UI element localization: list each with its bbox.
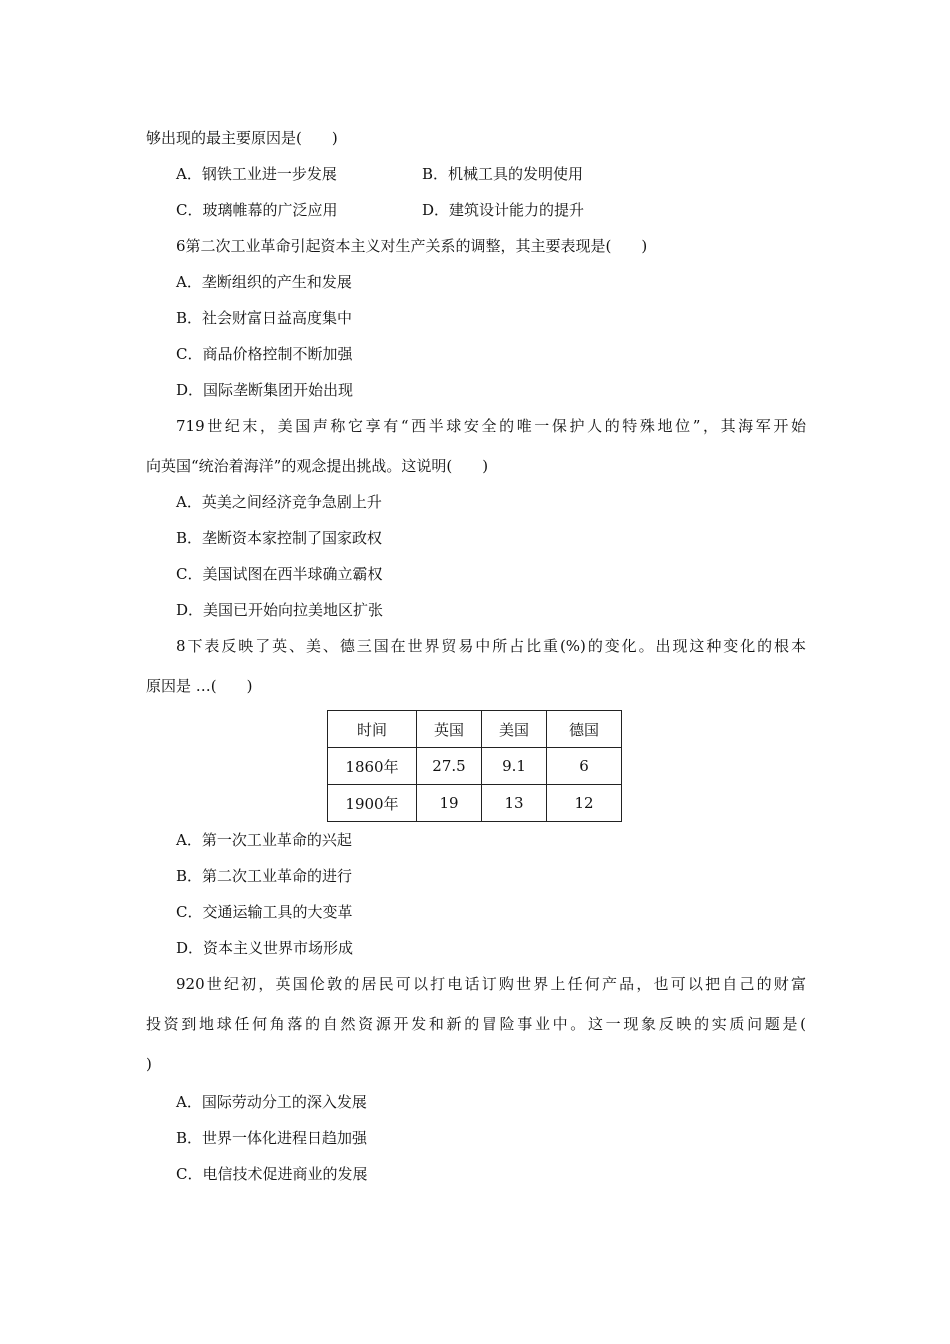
table-cell: 1900年 [328, 785, 417, 822]
q6-stem: 6第二次工业革命引起资本主义对生产关系的调整，其主要表现是( ) [176, 237, 648, 255]
q7-option-b: B．垄断资本家控制了国家政权 [176, 529, 383, 547]
table-cell: 9.1 [482, 748, 547, 785]
table-header-cell: 德国 [547, 711, 622, 748]
table-cell: 1860年 [328, 748, 417, 785]
q9-option-b: B．世界一体化进程日趋加强 [176, 1129, 368, 1147]
table-row [328, 785, 622, 822]
q8-option-a: A．第一次工业革命的兴起 [176, 831, 352, 849]
table-header-row [328, 711, 622, 748]
q5-option-c: C．玻璃帷幕的广泛应用 [176, 201, 338, 219]
q7-stem-line1: 719世纪末，美国声称它享有“西半球安全的唯一保护人的特殊地位”，其海军开始 [176, 417, 806, 435]
q5-option-d: D．建筑设计能力的提升 [422, 201, 585, 219]
table-cell: 19 [417, 785, 482, 822]
q9-option-c: C．电信技术促进商业的发展 [176, 1165, 368, 1183]
q9-stem-line2: 投资到地球任何角落的自然资源开发和新的冒险事业中。这一现象反映的实质问题是( [146, 1015, 806, 1033]
table-cell: 13 [482, 785, 547, 822]
q9-stem-line3: ) [146, 1055, 152, 1073]
q5-option-a: A．钢铁工业进一步发展 [176, 165, 337, 183]
q7-stem-line2: 向英国“统治着海洋”的观念提出挑战。这说明( ) [146, 457, 489, 475]
q6-option-a: A．垄断组织的产生和发展 [176, 273, 352, 291]
table-header-cell: 美国 [482, 711, 547, 748]
q5-option-b: B．机械工具的发明使用 [422, 165, 584, 183]
q8-option-d: D．资本主义世界市场形成 [176, 939, 354, 957]
q6-option-d: D．国际垄断集团开始出现 [176, 381, 354, 399]
table-header-cell: 时间 [328, 711, 417, 748]
table-header-cell: 英国 [417, 711, 482, 748]
trade-share-table [327, 710, 622, 822]
q9-stem-line1: 920世纪初，英国伦敦的居民可以打电话订购世界上任何产品，也可以把自己的财富 [176, 975, 806, 993]
q6-option-c: C．商品价格控制不断加强 [176, 345, 353, 363]
q7-option-d: D．美国已开始向拉美地区扩张 [176, 601, 384, 619]
q7-option-a: A．英美之间经济竞争急剧上升 [176, 493, 382, 511]
table-cell: 12 [547, 785, 622, 822]
q9-option-a: A．国际劳动分工的深入发展 [176, 1093, 367, 1111]
q8-stem-line1: 8下表反映了英、美、德三国在世界贸易中所占比重(%)的变化。出现这种变化的根本 [176, 637, 806, 655]
q6-option-b: B．社会财富日益高度集中 [176, 309, 353, 327]
table-cell: 27.5 [417, 748, 482, 785]
q8-stem-line2: 原因是 …( ) [146, 677, 253, 695]
q5-stem: 够出现的最主要原因是( ) [146, 129, 338, 147]
q8-option-b: B．第二次工业革命的进行 [176, 867, 353, 885]
q8-option-c: C．交通运输工具的大变革 [176, 903, 353, 921]
table-cell: 6 [547, 748, 622, 785]
table-row [328, 748, 622, 785]
q7-option-c: C．美国试图在西半球确立霸权 [176, 565, 383, 583]
